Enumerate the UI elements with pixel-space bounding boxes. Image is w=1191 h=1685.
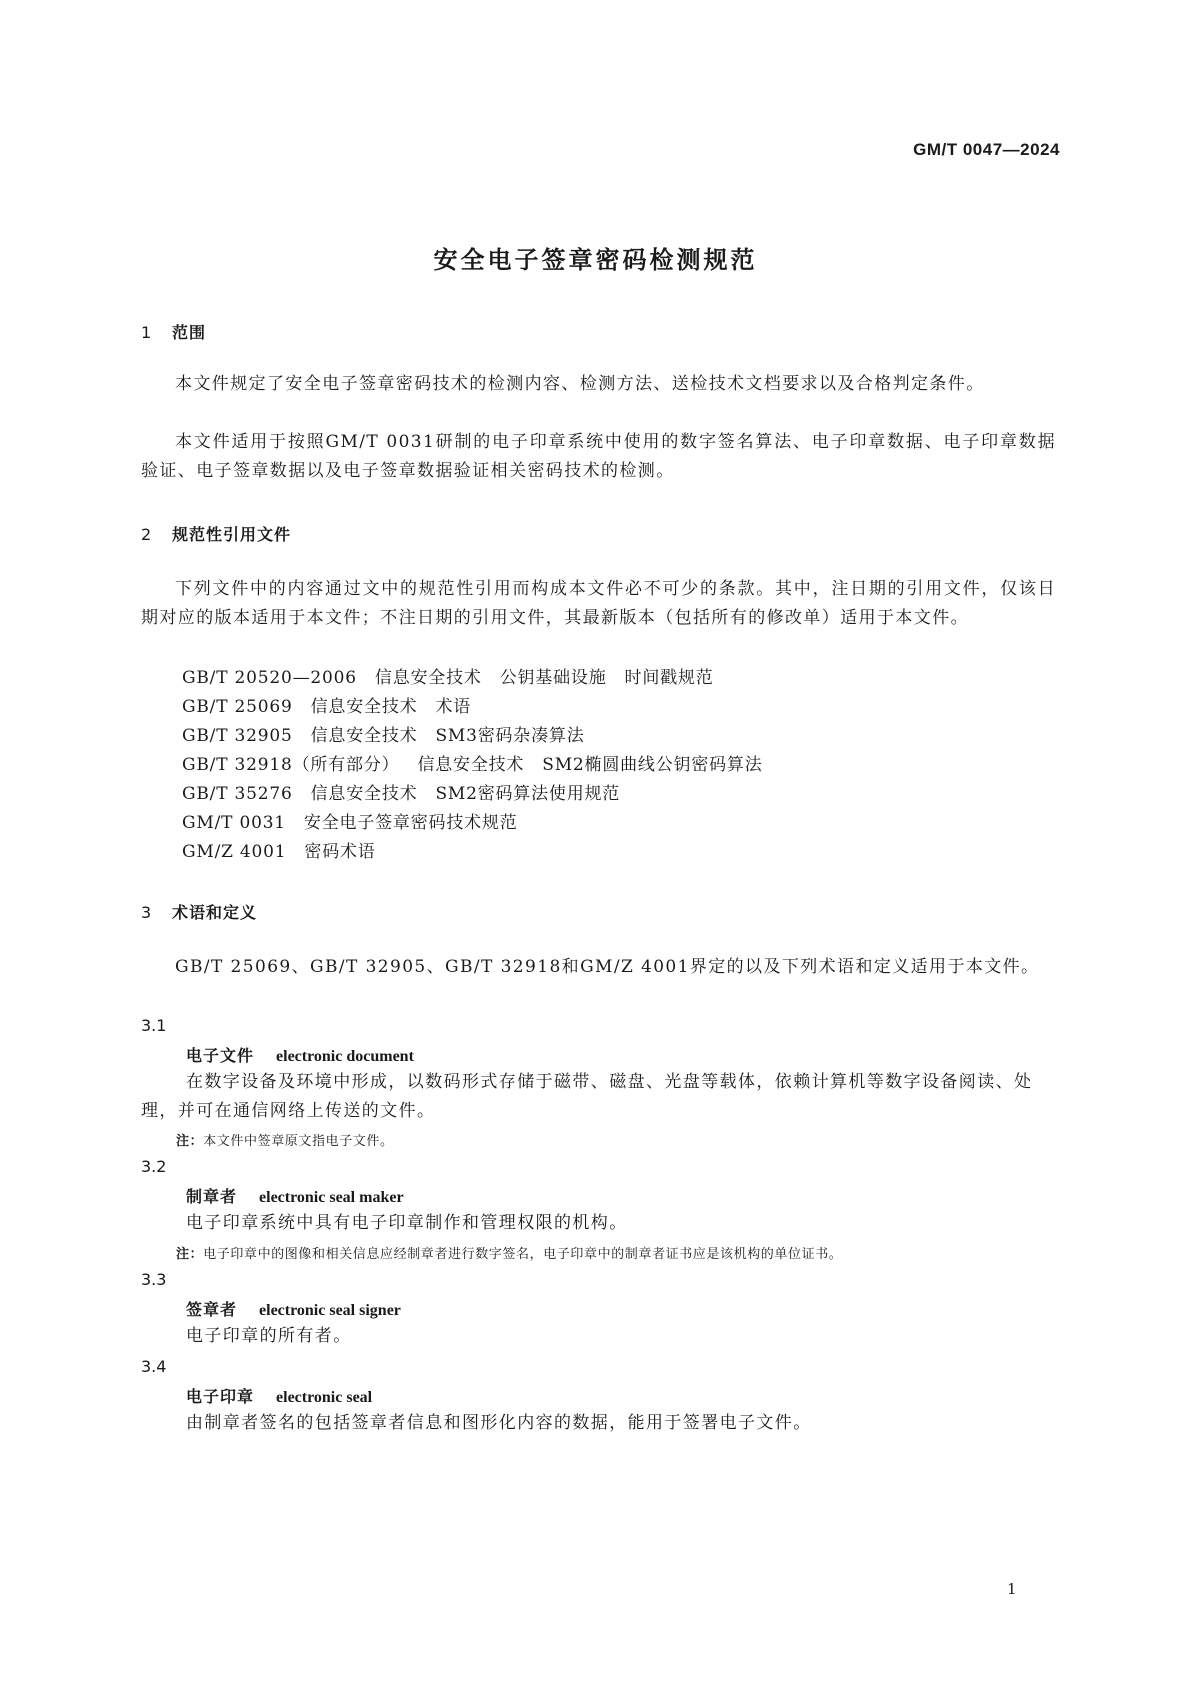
section-number: 1 — [141, 323, 153, 342]
note-text: 电子印章中的图像和相关信息应经制章者进行数字签名，电子印章中的制章者证书应是该机构的单位证书。 — [203, 1247, 843, 1262]
reference-code: GB/T 20520—2006 — [182, 668, 357, 688]
page-title: 安全电子签章密码检测规范 — [433, 246, 758, 274]
term-en: electronic seal — [276, 1389, 373, 1406]
reference-item — [182, 779, 620, 804]
reference-part: 安全电子签章密码技术规范 — [303, 813, 518, 833]
scope-paragraph: 本文件规定了安全电子签章密码技术的检测内容、检测方法、送检技术文档要求以及合格判定条件。 — [175, 374, 985, 394]
scope-paragraph: 本文件适用于按照GM/T 0031研制的电子印章系统中使用的数字签名算法、电子印章数据、电子印章数据验证、电子签章数据以及电子签章数据验证相关密码技术的检测。 — [141, 432, 1056, 481]
page-number: 1 — [1007, 1580, 1017, 1598]
note-label: 注： — [176, 1247, 204, 1262]
reference-code: GB/T 25069 — [182, 697, 293, 717]
reference-part: 信息安全技术 — [310, 697, 418, 717]
term-number: 3.4 — [141, 1357, 167, 1376]
reference-item — [182, 750, 763, 775]
term-en: electronic document — [276, 1048, 414, 1065]
term-note — [176, 1243, 842, 1262]
term-note — [176, 1130, 394, 1149]
note-label: 注： — [176, 1134, 204, 1149]
reference-code: GB/T 32905 — [182, 726, 293, 746]
term-heading — [186, 1297, 401, 1320]
reference-part: SM2椭圆曲线公钥密码算法 — [542, 755, 763, 775]
reference-part: 时间戳规范 — [624, 668, 714, 688]
section-heading-scope — [141, 320, 206, 343]
reference-part: 术语 — [435, 697, 472, 717]
term-heading — [186, 1043, 414, 1066]
reference-code: GB/T 32918（所有部分） — [182, 755, 400, 775]
term-number: 3.3 — [141, 1270, 167, 1289]
reference-part: 密码术语 — [304, 842, 376, 862]
reference-part: 信息安全技术 — [310, 784, 418, 804]
term-heading — [186, 1184, 404, 1207]
term-number: 3.1 — [141, 1016, 167, 1035]
reference-part: SM3密码杂凑算法 — [435, 726, 585, 746]
section-title: 范围 — [172, 323, 207, 342]
reference-part: 信息安全技术 — [417, 755, 525, 775]
reference-code: GB/T 35276 — [182, 784, 293, 804]
section-heading-terms — [141, 900, 257, 923]
reference-part: SM2密码算法使用规范 — [435, 784, 621, 804]
section-number: 2 — [141, 525, 153, 544]
term-en: electronic seal signer — [259, 1302, 401, 1319]
term-zh: 签章者 — [186, 1300, 238, 1319]
section-heading-normative-references — [141, 522, 291, 545]
term-definition: 电子印章的所有者。 — [186, 1326, 352, 1346]
reference-part: 公钥基础设施 — [499, 668, 607, 688]
reference-part: 信息安全技术 — [374, 668, 482, 688]
reference-part: 信息安全技术 — [310, 726, 418, 746]
note-text: 本文件中签章原文指电子文件。 — [203, 1134, 394, 1149]
reference-item — [182, 692, 471, 717]
reference-item — [182, 663, 714, 688]
term-number: 3.2 — [141, 1157, 167, 1176]
term-definition: 电子印章系统中具有电子印章制作和管理权限的机构。 — [186, 1213, 628, 1233]
reference-item — [182, 721, 585, 746]
term-zh: 电子印章 — [186, 1387, 255, 1406]
term-zh: 制章者 — [186, 1187, 238, 1206]
section-number: 3 — [141, 903, 153, 922]
reference-item — [182, 837, 376, 862]
term-definition: 由制章者签名的包括签章者信息和图形化内容的数据，能用于签署电子文件。 — [186, 1413, 812, 1433]
term-en: electronic seal maker — [259, 1189, 404, 1206]
references-intro: 下列文件中的内容通过文中的规范性引用而构成本文件必不可少的条款。其中，注日期的引用文件，仅该日期对应的版本适用于本文件；不注日期的引用文件，其最新版本（包括所有的修改单）适用于本文件。 — [141, 579, 1056, 628]
term-zh: 电子文件 — [186, 1046, 255, 1065]
reference-code: GM/T 0031 — [182, 813, 286, 833]
section-title: 规范性引用文件 — [172, 525, 292, 544]
section-title: 术语和定义 — [172, 903, 258, 922]
term-heading — [186, 1384, 372, 1407]
term-definition: 在数字设备及环境中形成，以数码形式存储于磁带、磁盘、光盘等载体，依赖计算机等数字设备阅读、处理，并可在通信网络上传送的文件。 — [141, 1072, 1033, 1121]
reference-item — [182, 808, 518, 833]
reference-code: GM/Z 4001 — [182, 842, 287, 862]
terms-intro: GB/T 25069、GB/T 32905、GB/T 32918和GM/Z 4001界定的以及下列术语和定义适用于本文件。 — [175, 957, 1040, 977]
standard-code: GM/T 0047—2024 — [913, 140, 1060, 159]
